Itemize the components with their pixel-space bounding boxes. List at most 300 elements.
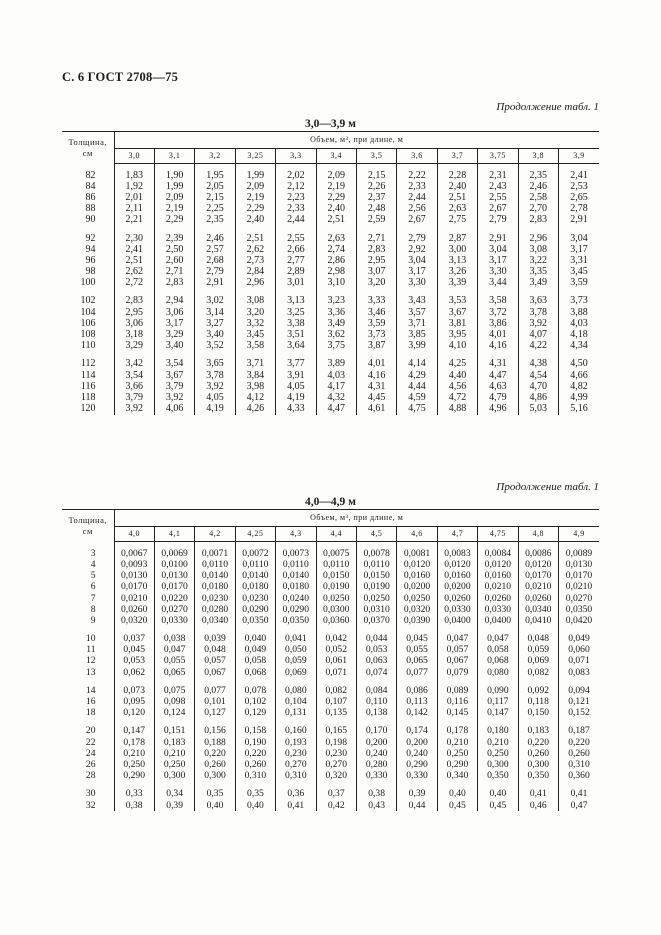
volume-cell: 0,0072 xyxy=(235,548,275,559)
volume-cell: 4,26 xyxy=(235,404,275,415)
table-row xyxy=(62,800,599,811)
volume-cell: 2,39 xyxy=(154,233,194,244)
thickness-cell: 13 xyxy=(85,666,96,678)
thickness-cell: 92 xyxy=(85,232,96,244)
volume-cell: 0,300 xyxy=(518,759,558,770)
volume-cell: 2,65 xyxy=(558,192,599,203)
volume-cell: 0,0260 xyxy=(437,593,477,604)
volume-cell: 0,42 xyxy=(316,800,356,811)
volume-cell: 0,058 xyxy=(235,656,275,667)
volume-cell: 0,067 xyxy=(195,667,235,678)
volume-cell: 0,40 xyxy=(478,789,518,800)
volume-cell: 0,0400 xyxy=(478,615,518,626)
volume-cell: 4,66 xyxy=(558,370,599,381)
volume-cell: 0,138 xyxy=(356,707,396,718)
volume-cell: 2,59 xyxy=(356,215,396,226)
thickness-cell: 82 xyxy=(85,169,96,181)
length-header: 4,3 xyxy=(276,527,316,542)
volume-cell: 0,39 xyxy=(154,800,194,811)
volume-cell: 0,0230 xyxy=(195,593,235,604)
volume-cell: 0,165 xyxy=(316,726,356,737)
volume-cell: 3,40 xyxy=(195,329,235,340)
volume-cell: 2,51 xyxy=(114,255,154,266)
volume-cell: 0,0130 xyxy=(114,570,154,581)
table-row xyxy=(62,192,599,203)
volume-cell: 3,71 xyxy=(235,359,275,370)
volume-cell: 4,32 xyxy=(316,392,356,403)
volume-cell: 0,0330 xyxy=(478,604,518,615)
volume-cell: 2,29 xyxy=(154,215,194,226)
volume-cell: 2,74 xyxy=(316,244,356,255)
volume-cell: 3,59 xyxy=(558,278,599,289)
volume-cell: 0,0140 xyxy=(195,570,235,581)
volume-cell: 2,91 xyxy=(478,233,518,244)
table-row xyxy=(62,633,599,644)
volume-cell: 2,51 xyxy=(437,192,477,203)
table-row xyxy=(62,656,599,667)
volume-cell: 0,210 xyxy=(114,748,154,759)
table-row xyxy=(62,707,599,718)
volume-cell: 3,63 xyxy=(518,296,558,307)
thickness-cell: 86 xyxy=(85,191,96,203)
volume-cell: 3,67 xyxy=(154,370,194,381)
volume-cell: 0,0160 xyxy=(437,570,477,581)
volume-cell: 0,220 xyxy=(518,737,558,748)
volume-cell: 2,83 xyxy=(356,244,396,255)
volume-cell: 3,92 xyxy=(154,392,194,403)
volume-cell: 4,16 xyxy=(478,341,518,352)
volume-cell: 4,82 xyxy=(558,381,599,392)
volume-cell: 3,13 xyxy=(276,296,316,307)
volume-cell: 3,23 xyxy=(316,296,356,307)
volume-cell: 2,68 xyxy=(195,255,235,266)
volume-cell: 1,95 xyxy=(195,170,235,181)
volume-cell: 2,19 xyxy=(235,192,275,203)
volume-cell: 0,107 xyxy=(316,696,356,707)
volume-cell: 4,33 xyxy=(276,404,316,415)
volume-cell: 2,79 xyxy=(195,267,235,278)
thickness-cell: 8 xyxy=(90,603,96,615)
volume-cell: 4,05 xyxy=(276,381,316,392)
volume-cell: 0,0084 xyxy=(478,548,518,559)
volume-cell: 3,08 xyxy=(235,296,275,307)
volume-header: Объем, м³, при длине, м xyxy=(114,510,599,527)
page-header: С. 6 ГОСТ 2708—75 xyxy=(62,70,179,84)
table-row xyxy=(62,215,599,226)
volume-cell: 0,057 xyxy=(437,645,477,656)
volume-cell: 2,62 xyxy=(114,267,154,278)
volume-cell: 0,160 xyxy=(276,726,316,737)
volume-cell: 2,96 xyxy=(518,233,558,244)
volume-cell: 2,30 xyxy=(114,233,154,244)
table-row xyxy=(62,615,599,626)
volume-cell: 0,220 xyxy=(195,748,235,759)
volume-cell: 0,0170 xyxy=(518,570,558,581)
volume-cell: 4,05 xyxy=(195,392,235,403)
volume-cell: 3,58 xyxy=(235,341,275,352)
volume-cell: 2,63 xyxy=(437,204,477,215)
length-header: 3,9 xyxy=(558,149,599,164)
volume-cell: 0,180 xyxy=(478,726,518,737)
volume-cell: 2,60 xyxy=(154,255,194,266)
volume-cell: 4,31 xyxy=(478,359,518,370)
volume-cell: 0,059 xyxy=(518,645,558,656)
volume-cell: 3,08 xyxy=(518,244,558,255)
volume-cell: 2,09 xyxy=(154,192,194,203)
volume-cell: 3,92 xyxy=(195,381,235,392)
volume-cell: 3,88 xyxy=(558,307,599,318)
length-header: 3,8 xyxy=(518,149,558,164)
volume-cell: 0,047 xyxy=(478,633,518,644)
volume-cell: 0,0410 xyxy=(518,615,558,626)
volume-cell: 0,45 xyxy=(478,800,518,811)
table-row xyxy=(62,726,599,737)
volume-cell: 2,71 xyxy=(356,233,396,244)
volume-cell: 3,35 xyxy=(518,267,558,278)
volume-cell: 0,129 xyxy=(235,707,275,718)
volume-cell: 0,067 xyxy=(437,656,477,667)
table-row xyxy=(62,392,599,403)
volume-cell: 0,090 xyxy=(478,685,518,696)
thickness-cell: 114 xyxy=(80,369,96,381)
volume-cell: 0,147 xyxy=(114,726,154,737)
length-header: 3,5 xyxy=(356,149,396,164)
volume-cell: 0,300 xyxy=(195,770,235,781)
volume-cell: 3,65 xyxy=(195,359,235,370)
volume-cell: 5,16 xyxy=(558,404,599,415)
volume-cell: 3,81 xyxy=(437,318,477,329)
volume-cell: 0,40 xyxy=(195,800,235,811)
volume-cell: 0,0110 xyxy=(235,559,275,570)
volume-cell: 0,230 xyxy=(316,748,356,759)
volume-cell: 3,42 xyxy=(114,359,154,370)
volume-cell: 0,35 xyxy=(235,789,275,800)
volume-cell: 4,47 xyxy=(316,404,356,415)
volume-cell: 0,083 xyxy=(558,667,599,678)
thickness-cell: 106 xyxy=(80,317,96,329)
volume-cell: 3,79 xyxy=(114,392,154,403)
volume-cell: 4,88 xyxy=(437,404,477,415)
volume-cell: 0,0069 xyxy=(154,548,194,559)
volume-cell: 0,0340 xyxy=(518,604,558,615)
volume-cell: 2,43 xyxy=(478,181,518,192)
volume-cell: 0,36 xyxy=(276,789,316,800)
table-row xyxy=(62,685,599,696)
volume-cell: 0,069 xyxy=(276,667,316,678)
volume-cell: 3,71 xyxy=(397,318,437,329)
length-header: 3,3 xyxy=(276,149,316,164)
volume-cell: 0,0390 xyxy=(397,615,437,626)
volume-cell: 3,36 xyxy=(316,307,356,318)
volume-cell: 0,094 xyxy=(558,685,599,696)
volume-cell: 0,250 xyxy=(478,748,518,759)
length-header: 3,75 xyxy=(478,149,518,164)
volume-cell: 3,44 xyxy=(478,278,518,289)
volume-cell: 3,46 xyxy=(356,307,396,318)
volume-cell: 2,57 xyxy=(195,244,235,255)
volume-cell: 0,38 xyxy=(114,800,154,811)
volume-cell: 2,40 xyxy=(316,204,356,215)
volume-cell: 2,35 xyxy=(195,215,235,226)
volume-cell: 0,0120 xyxy=(437,559,477,570)
volume-cell: 0,077 xyxy=(195,685,235,696)
volume-cell: 0,47 xyxy=(558,800,599,811)
thickness-cell: 26 xyxy=(85,758,96,770)
volume-cell: 0,158 xyxy=(235,726,275,737)
volume-cell: 3,04 xyxy=(397,255,437,266)
volume-cell: 0,39 xyxy=(397,789,437,800)
thickness-cell: 12 xyxy=(85,655,96,667)
volume-cell: 0,270 xyxy=(276,759,316,770)
volume-cell: 3,06 xyxy=(154,307,194,318)
volume-cell: 0,053 xyxy=(114,656,154,667)
volume-cell: 2,70 xyxy=(518,204,558,215)
volume-cell: 4,07 xyxy=(518,329,558,340)
volume-cell: 0,045 xyxy=(397,633,437,644)
volume-cell: 3,79 xyxy=(154,381,194,392)
volume-cell: 0,200 xyxy=(356,737,396,748)
volume-table-1 xyxy=(62,131,599,415)
thickness-cell: 120 xyxy=(80,403,96,415)
table-row xyxy=(62,737,599,748)
volume-cell: 0,0350 xyxy=(276,615,316,626)
volume-cell: 4,44 xyxy=(397,381,437,392)
thickness-cell: 18 xyxy=(85,707,96,719)
volume-cell: 0,0140 xyxy=(235,570,275,581)
length-header: 4,8 xyxy=(518,527,558,542)
table-2-title: 4,0—4,9 м xyxy=(305,496,356,508)
volume-cell: 0,40 xyxy=(235,800,275,811)
volume-cell: 0,0089 xyxy=(558,548,599,559)
volume-cell: 0,0190 xyxy=(356,582,396,593)
length-header: 3,1 xyxy=(154,149,194,164)
table-row xyxy=(62,404,599,415)
volume-cell: 3,14 xyxy=(195,307,235,318)
volume-cell: 3,17 xyxy=(478,255,518,266)
thickness-cell: 9 xyxy=(90,614,96,626)
volume-cell: 0,0330 xyxy=(154,615,194,626)
volume-cell: 5,03 xyxy=(518,404,558,415)
volume-cell: 0,095 xyxy=(114,696,154,707)
volume-cell: 0,102 xyxy=(235,696,275,707)
volume-cell: 0,0120 xyxy=(478,559,518,570)
volume-cell: 2,67 xyxy=(397,215,437,226)
volume-cell: 0,037 xyxy=(114,633,154,644)
table-row xyxy=(62,359,599,370)
volume-cell: 3,51 xyxy=(276,329,316,340)
volume-cell: 2,55 xyxy=(478,192,518,203)
table-row xyxy=(62,244,599,255)
volume-cell: 0,150 xyxy=(518,707,558,718)
volume-cell: 0,135 xyxy=(316,707,356,718)
volume-cell: 3,92 xyxy=(518,318,558,329)
thickness-cell: 84 xyxy=(85,180,96,192)
thickness-cell: 118 xyxy=(80,391,96,403)
volume-cell: 0,0260 xyxy=(518,593,558,604)
table-row xyxy=(62,341,599,352)
volume-cell: 2,91 xyxy=(195,278,235,289)
volume-cell: 2,51 xyxy=(316,215,356,226)
volume-cell: 0,0300 xyxy=(316,604,356,615)
volume-cell: 0,074 xyxy=(356,667,396,678)
volume-cell: 3,25 xyxy=(276,307,316,318)
volume-cell: 0,147 xyxy=(478,707,518,718)
length-header: 3,6 xyxy=(397,149,437,164)
volume-cell: 3,73 xyxy=(558,296,599,307)
volume-cell: 0,0340 xyxy=(195,615,235,626)
volume-table-2 xyxy=(62,509,599,811)
volume-cell: 0,0150 xyxy=(316,570,356,581)
table-row xyxy=(62,559,599,570)
volume-cell: 3,78 xyxy=(518,307,558,318)
volume-cell: 0,118 xyxy=(518,696,558,707)
volume-cell: 0,0190 xyxy=(316,582,356,593)
volume-cell: 0,178 xyxy=(437,726,477,737)
volume-cell: 4,50 xyxy=(558,359,599,370)
volume-cell: 0,0073 xyxy=(276,548,316,559)
volume-cell: 2,09 xyxy=(235,181,275,192)
volume-cell: 3,30 xyxy=(397,278,437,289)
volume-cell: 2,23 xyxy=(276,192,316,203)
volume-cell: 0,0250 xyxy=(356,593,396,604)
volume-cell: 3,58 xyxy=(478,296,518,307)
thickness-cell: 5 xyxy=(90,570,96,582)
table-row xyxy=(62,255,599,266)
volume-cell: 0,220 xyxy=(558,737,599,748)
volume-cell: 0,075 xyxy=(154,685,194,696)
volume-cell: 0,079 xyxy=(437,667,477,678)
volume-cell: 0,0150 xyxy=(356,570,396,581)
volume-cell: 0,250 xyxy=(437,748,477,759)
table-row xyxy=(62,748,599,759)
volume-cell: 2,15 xyxy=(195,192,235,203)
thickness-header: Толщина, см xyxy=(62,510,114,542)
volume-cell: 4,40 xyxy=(437,370,477,381)
volume-cell: 0,041 xyxy=(276,633,316,644)
volume-cell: 4,34 xyxy=(558,341,599,352)
thickness-cell: 98 xyxy=(85,266,96,278)
volume-cell: 0,0210 xyxy=(518,582,558,593)
thickness-cell: 112 xyxy=(80,358,96,370)
volume-cell: 0,045 xyxy=(114,645,154,656)
volume-cell: 3,52 xyxy=(195,341,235,352)
volume-cell: 4,19 xyxy=(276,392,316,403)
volume-cell: 0,178 xyxy=(114,737,154,748)
thickness-cell: 88 xyxy=(85,203,96,215)
volume-cell: 0,082 xyxy=(316,685,356,696)
volume-cell: 0,156 xyxy=(195,726,235,737)
volume-cell: 0,0290 xyxy=(235,604,275,615)
volume-cell: 2,58 xyxy=(518,192,558,203)
volume-cell: 4,38 xyxy=(518,359,558,370)
volume-cell: 0,124 xyxy=(154,707,194,718)
thickness-cell: 104 xyxy=(80,306,96,318)
volume-cell: 2,87 xyxy=(437,233,477,244)
volume-cell: 0,0260 xyxy=(114,604,154,615)
thickness-cell: 3 xyxy=(90,547,96,559)
volume-cell: 2,72 xyxy=(114,278,154,289)
volume-cell: 4,06 xyxy=(154,404,194,415)
volume-cell: 0,280 xyxy=(356,759,396,770)
volume-cell: 0,057 xyxy=(195,656,235,667)
volume-cell: 0,290 xyxy=(437,759,477,770)
volume-cell: 0,0110 xyxy=(195,559,235,570)
volume-cell: 0,260 xyxy=(195,759,235,770)
volume-cell: 0,060 xyxy=(558,645,599,656)
thickness-cell: 7 xyxy=(90,592,96,604)
volume-cell: 3,43 xyxy=(397,296,437,307)
volume-cell: 0,270 xyxy=(316,759,356,770)
volume-cell: 1,92 xyxy=(114,181,154,192)
volume-cell: 0,068 xyxy=(235,667,275,678)
volume-cell: 0,069 xyxy=(518,656,558,667)
volume-cell: 0,0110 xyxy=(356,559,396,570)
volume-cell: 3,62 xyxy=(316,329,356,340)
volume-cell: 0,41 xyxy=(518,789,558,800)
volume-cell: 0,0083 xyxy=(437,548,477,559)
thickness-cell: 10 xyxy=(85,633,96,645)
volume-cell: 0,104 xyxy=(276,696,316,707)
volume-cell: 0,0320 xyxy=(114,615,154,626)
volume-cell: 3,22 xyxy=(518,255,558,266)
volume-cell: 0,0170 xyxy=(154,582,194,593)
length-header: 3,0 xyxy=(114,149,154,164)
volume-cell: 0,084 xyxy=(356,685,396,696)
volume-cell: 0,200 xyxy=(397,737,437,748)
volume-cell: 0,43 xyxy=(356,800,396,811)
volume-cell: 0,41 xyxy=(276,800,316,811)
volume-cell: 0,187 xyxy=(558,726,599,737)
volume-cell: 0,290 xyxy=(114,770,154,781)
volume-cell: 0,092 xyxy=(518,685,558,696)
table-row xyxy=(62,696,599,707)
table-2-continuation: Продолжение табл. 1 xyxy=(496,481,599,493)
volume-cell: 2,73 xyxy=(235,255,275,266)
row-spacer xyxy=(62,226,599,233)
volume-cell: 0,073 xyxy=(114,685,154,696)
volume-cell: 2,67 xyxy=(478,204,518,215)
table-row xyxy=(62,267,599,278)
volume-cell: 3,20 xyxy=(356,278,396,289)
volume-cell: 3,04 xyxy=(478,244,518,255)
volume-cell: 0,183 xyxy=(154,737,194,748)
volume-cell: 4,61 xyxy=(356,404,396,415)
thickness-cell: 24 xyxy=(85,747,96,759)
volume-cell: 3,17 xyxy=(558,244,599,255)
volume-cell: 2,46 xyxy=(195,233,235,244)
length-header: 4,4 xyxy=(316,527,356,542)
volume-cell: 0,053 xyxy=(356,645,396,656)
volume-cell: 4,01 xyxy=(356,359,396,370)
volume-cell: 0,0110 xyxy=(276,559,316,570)
thickness-cell: 116 xyxy=(80,380,96,392)
volume-cell: 0,0120 xyxy=(397,559,437,570)
volume-cell: 3,17 xyxy=(154,318,194,329)
volume-cell: 0,240 xyxy=(397,748,437,759)
volume-cell: 0,145 xyxy=(437,707,477,718)
volume-cell: 4,10 xyxy=(437,341,477,352)
volume-cell: 0,0270 xyxy=(558,593,599,604)
volume-cell: 4,17 xyxy=(316,381,356,392)
volume-cell: 0,052 xyxy=(316,645,356,656)
volume-cell: 0,0180 xyxy=(276,582,316,593)
volume-cell: 0,260 xyxy=(518,748,558,759)
volume-cell: 0,040 xyxy=(235,633,275,644)
volume-cell: 0,0200 xyxy=(437,582,477,593)
volume-cell: 0,0250 xyxy=(316,593,356,604)
volume-cell: 2,83 xyxy=(154,278,194,289)
volume-cell: 0,183 xyxy=(518,726,558,737)
